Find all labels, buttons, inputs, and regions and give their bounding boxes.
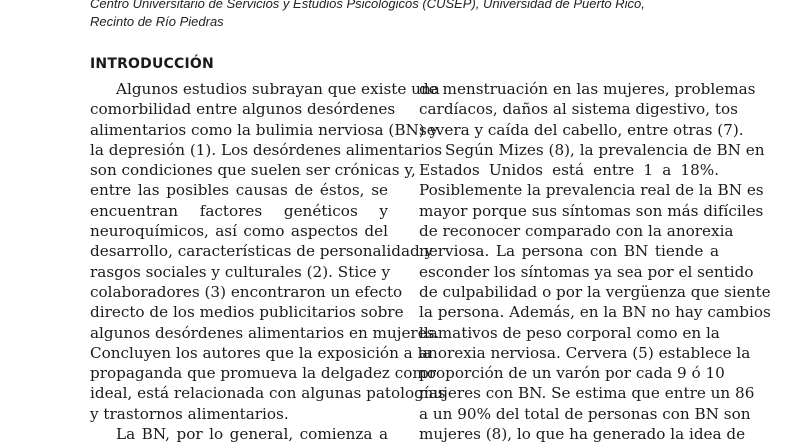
affiliation-line-2: Recinto de Río Piedras <box>90 14 224 29</box>
author-affiliation <box>90 0 790 31</box>
right-column-line: mujeres con BN. Se estima que entre un 86 <box>419 384 755 403</box>
left-column-line: ideal, está relacionada con algunas patologías <box>90 384 446 403</box>
right-text-column <box>419 79 771 444</box>
right-column-line: de reconocer comparado con la anorexia <box>419 222 734 241</box>
right-column-line: nerviosa. La persona con BN tiende a <box>419 242 719 261</box>
left-column-line: Algunos estudios subrayan que existe una <box>116 80 440 98</box>
left-column-line: son condiciones que suelen ser crónicas y, <box>90 161 416 180</box>
right-column-line: de culpabilidad o por la vergüenza que siente <box>419 282 771 301</box>
left-column-line: algunos desórdenes alimentarios en mujeres. <box>90 323 440 342</box>
left-column-line: neuroquímicos, así como aspectos del <box>90 222 388 241</box>
right-column-line: llamativos de peso corporal como en la <box>419 323 720 342</box>
left-column-line: rasgos sociales y culturales (2). Stice y <box>90 262 391 281</box>
left-column-line: Concluyen los autores que la exposición a la <box>90 343 432 362</box>
right-column-line: severa y caída del cabello, entre otras (7). <box>419 120 744 139</box>
section-heading: INTRODUCCIÓN <box>90 56 214 72</box>
left-column-line: propaganda que promueva la delgadez como <box>90 364 436 383</box>
right-column-line: la persona. Además, en la BN no hay cambios <box>419 303 771 322</box>
left-column-line: y trastornos alimentarios. <box>90 404 289 423</box>
right-column-line: a un 90% del total de personas con BN son <box>419 404 751 423</box>
left-column-line: encuentran factores genéticos y <box>90 201 388 220</box>
right-column-line: esconder los síntomas ya sea por el sentido <box>419 262 754 281</box>
affiliation-line-1: Centro Universitario de Servicios y Estudios Psicológicos (CUSEP), Universidad de Puerto Rico, <box>90 0 645 11</box>
right-column-line: Según Mizes (8), la prevalencia de BN en <box>445 140 765 159</box>
right-column-line: mayor porque sus síntomas son más difíciles <box>419 201 764 220</box>
right-column-line: anorexia nerviosa. Cervera (5) establece la <box>419 343 751 362</box>
left-column-line: colaboradores (3) encontraron un efecto <box>90 282 403 301</box>
left-column-line: entre las posibles causas de éstos, se <box>90 181 388 200</box>
left-column-line: directo de los medios publicitarios sobre <box>90 303 404 322</box>
right-column-line: cardíacos, daños al sistema digestivo, tos <box>419 100 738 119</box>
left-column-line: desarrollo, características de personalidad y <box>90 242 434 261</box>
left-column-line: comorbilidad entre algunos desórdenes <box>90 100 396 119</box>
left-column-line: alimentarios como la bulimia nerviosa (BN) y <box>90 120 439 139</box>
right-column-line: proporción de un varón por cada 9 ó 10 <box>419 364 725 383</box>
right-column-line: de menstruación en las mujeres, problemas <box>419 80 756 98</box>
right-column-line: Posiblemente la prevalencia real de la BN es <box>419 181 764 200</box>
left-column-line: la depresión (1). Los desórdenes alimentarios <box>90 140 443 159</box>
right-column-line: Estados Unidos está entre 1 a 18%. <box>419 161 719 180</box>
left-text-column <box>90 79 446 444</box>
left-column-line: La BN, por lo general, comienza a <box>116 425 388 444</box>
right-column-line: mujeres (8), lo que ha generado la idea de <box>419 425 746 444</box>
